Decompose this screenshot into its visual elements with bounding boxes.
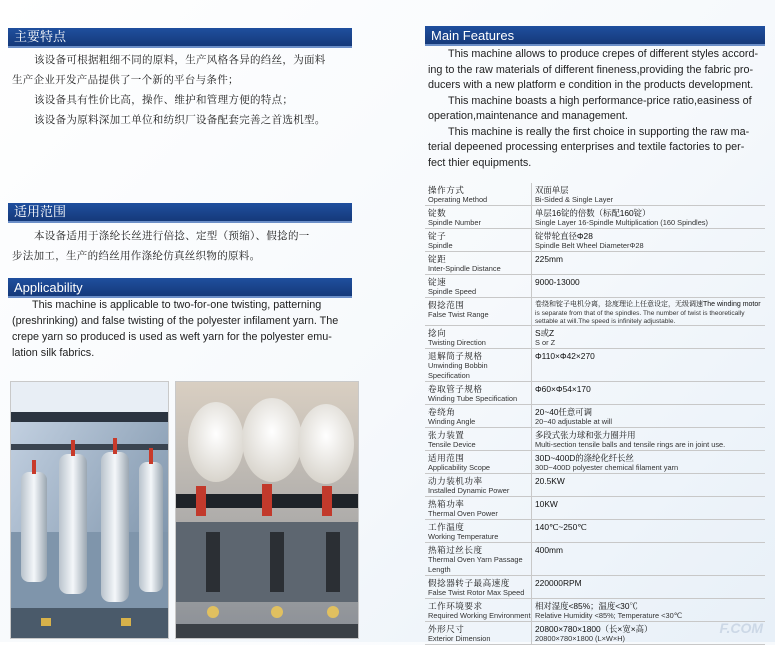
spec-key-zh: 工作环境要求 bbox=[428, 601, 483, 611]
applicability-en-line: crepe yarn so produced is used as weft yarn for the polyester emu- bbox=[12, 331, 332, 343]
spec-value-zh: S或Z bbox=[535, 328, 555, 338]
spec-key bbox=[425, 183, 532, 206]
twisting-unit-image bbox=[176, 382, 358, 638]
spec-row bbox=[425, 206, 765, 229]
spec-key-en: Thermal Oven Yarn Passage Length bbox=[428, 555, 523, 574]
spec-key-en: Applicability Scope bbox=[428, 463, 491, 472]
features-en-title: Main Features bbox=[431, 28, 515, 43]
spec-key-zh: 捻向 bbox=[428, 328, 447, 338]
spec-value-zh: 30D~400D的涤纶化纤长丝 bbox=[535, 453, 634, 463]
applicability-en-line: This machine is applicable to two-for-one twisting, patterning bbox=[32, 299, 322, 311]
spec-value bbox=[532, 428, 766, 451]
features-en-line: terial depeened processing enterprises and textile factories to per- bbox=[428, 141, 745, 153]
scope-zh-header bbox=[8, 203, 352, 223]
spec-value bbox=[532, 382, 766, 405]
spec-value bbox=[532, 497, 766, 520]
spec-key-zh: 张力装置 bbox=[428, 430, 465, 440]
scope-zh-line: 步法加工，生产的绉丝用作涤纶仿真丝织物的原料。 bbox=[12, 250, 261, 262]
spec-key-en: Spindle Speed bbox=[428, 287, 477, 296]
spec-key-en: Exterior Dimension bbox=[428, 634, 491, 643]
spec-value-zh: Φ60×Φ54×170 bbox=[535, 384, 591, 394]
spec-row bbox=[425, 349, 765, 382]
scope-zh-title: 适用范围 bbox=[14, 205, 67, 220]
spec-value-zh: 双面单层 bbox=[535, 185, 569, 195]
spec-key-en: False Twist Range bbox=[428, 310, 489, 319]
spec-key-zh: 热箱功率 bbox=[428, 499, 465, 509]
applicability-en-header bbox=[8, 278, 352, 298]
spec-value-en: Bi-Sided & Single Layer bbox=[535, 195, 614, 204]
machine-photo-right bbox=[175, 381, 359, 639]
spec-key-zh: 卷取管子规格 bbox=[428, 384, 483, 394]
spec-value-en: Spindle Belt Wheel DiameterΦ28 bbox=[535, 241, 644, 250]
spec-row bbox=[425, 520, 765, 543]
spec-key-zh: 锭距 bbox=[428, 254, 447, 264]
spec-value-zh: Φ110×Φ42×270 bbox=[535, 351, 595, 361]
spec-key bbox=[425, 497, 532, 520]
spec-key bbox=[425, 428, 532, 451]
spec-key-zh: 假捻范围 bbox=[428, 300, 465, 310]
spec-key bbox=[425, 275, 532, 298]
spec-value bbox=[532, 451, 766, 474]
spec-value bbox=[532, 474, 766, 497]
spec-key-zh: 热箱过丝长度 bbox=[428, 545, 483, 555]
scope-zh-line: 本设备适用于涤纶长丝进行倍捻、定型（预缩）、假捻的一 bbox=[34, 230, 310, 242]
spec-value-zh: 220000RPM bbox=[535, 578, 582, 588]
spec-row bbox=[425, 382, 765, 405]
features-en-line: ing to the raw materials of different fineness,providing the fabric pro- bbox=[428, 64, 754, 76]
spec-row bbox=[425, 428, 765, 451]
applicability-en-line: (preshrinking) and false twisting of the polyester infilament yarn. The bbox=[12, 315, 339, 327]
spec-value-zh: 多段式张力球和张力圈并用 bbox=[535, 430, 636, 440]
spec-key-en: Winding Angle bbox=[428, 417, 476, 426]
features-en-line: operation,maintenance and management. bbox=[428, 110, 628, 122]
spec-value bbox=[532, 229, 766, 252]
spec-row bbox=[425, 298, 765, 326]
spec-value bbox=[532, 298, 766, 326]
spec-value bbox=[532, 543, 766, 576]
spec-value bbox=[532, 599, 766, 622]
spec-value-zh: 20800×780×1800（长×宽×高） bbox=[535, 624, 653, 634]
spec-key-zh: 适用范围 bbox=[428, 453, 465, 463]
spec-key-en: Working Temperature bbox=[428, 532, 499, 541]
spec-key-en: Spindle Number bbox=[428, 218, 481, 227]
spec-key-en: Thermal Oven Power bbox=[428, 509, 498, 518]
spec-key-zh: 操作方式 bbox=[428, 185, 465, 195]
spec-value bbox=[532, 576, 766, 599]
applicability-en-line: lation silk fabrics. bbox=[12, 347, 95, 359]
spec-row bbox=[425, 543, 765, 576]
spec-key-zh: 假捻器转子最高速度 bbox=[428, 578, 510, 588]
spec-key-en: Inter-Spindle Distance bbox=[428, 264, 501, 273]
spec-key-en: Installed Dynamic Power bbox=[428, 486, 510, 495]
spec-key bbox=[425, 474, 532, 497]
features-zh-line: 该设备可根据粗细不同的原料，生产风格各异的绉丝，为面料 bbox=[34, 54, 326, 66]
spec-value-en: Multi-section tensile balls and tensile rings are in joint use. bbox=[535, 440, 726, 449]
spec-row bbox=[425, 599, 765, 622]
spec-key-en: Spindle bbox=[428, 241, 453, 250]
spec-value-en: Single Layer 16-Spindle Multiplication (160 Spindles) bbox=[535, 218, 708, 227]
spec-row bbox=[425, 405, 765, 428]
features-en-line: This machine is really the first choice in supporting the raw ma- bbox=[448, 126, 750, 138]
spec-value-zh: 225mm bbox=[535, 254, 563, 264]
spec-key-zh: 外形尺寸 bbox=[428, 624, 465, 634]
spec-key bbox=[425, 543, 532, 576]
spec-key-zh: 卷绕角 bbox=[428, 407, 456, 417]
spec-value-en: Relative Humidity <85%; Temperature <30℃ bbox=[535, 611, 683, 620]
spec-value bbox=[532, 405, 766, 428]
spec-key bbox=[425, 326, 532, 349]
spec-key-zh: 工作温度 bbox=[428, 522, 465, 532]
spec-value-zh: 400mm bbox=[535, 545, 563, 555]
spec-value-en: S or Z bbox=[535, 338, 556, 347]
spec-key-zh: 退解筒子规格 bbox=[428, 351, 483, 361]
spec-key-en: Unwinding Bobbin Specification bbox=[428, 361, 488, 380]
spec-value bbox=[532, 349, 766, 382]
spec-key-en: Tensile Device bbox=[428, 440, 476, 449]
spec-key bbox=[425, 451, 532, 474]
spec-key-en: Winding Tube Specification bbox=[428, 394, 518, 403]
spec-key bbox=[425, 229, 532, 252]
spec-row bbox=[425, 474, 765, 497]
spec-key-en: Required Working Environment bbox=[428, 611, 531, 620]
features-zh-title: 主要特点 bbox=[14, 30, 67, 45]
spec-row bbox=[425, 451, 765, 474]
spec-key-en: Twisting Direction bbox=[428, 338, 486, 347]
spec-value-zh: 20.5KW bbox=[535, 476, 565, 486]
features-en-line: This machine allows to produce crepes of different styles accord- bbox=[448, 48, 759, 60]
spec-value-zh: 10KW bbox=[535, 499, 558, 509]
spec-value-en: 20~40 adjustable at will bbox=[535, 417, 613, 426]
spec-value bbox=[532, 183, 766, 206]
spec-key bbox=[425, 405, 532, 428]
spec-value-zh: 相对湿度<85%；温度<30℃ bbox=[535, 601, 638, 611]
spec-key-en: Operating Method bbox=[428, 195, 488, 204]
spec-row bbox=[425, 326, 765, 349]
features-en-line: ducers with a new platform e condition in the products development. bbox=[428, 79, 754, 91]
spec-value-zh: 20~40任意可调 bbox=[535, 407, 593, 417]
spec-key-zh: 锭速 bbox=[428, 277, 447, 287]
features-zh-line: 生产企业开发产品提供了一个新的平台与条件； bbox=[12, 74, 239, 86]
spec-row bbox=[425, 275, 765, 298]
spec-value bbox=[532, 252, 766, 275]
spec-key bbox=[425, 599, 532, 622]
applicability-en-title: Applicability bbox=[14, 280, 83, 295]
spec-value bbox=[532, 326, 766, 349]
features-zh-header bbox=[8, 28, 352, 48]
bobbin-frame-image bbox=[11, 382, 168, 638]
spec-value-zh: 140℃~250℃ bbox=[535, 522, 587, 532]
spec-value-en: 30D~400D polyester chemical filament yarn bbox=[535, 463, 679, 472]
spec-row bbox=[425, 576, 765, 599]
spec-key bbox=[425, 576, 532, 599]
spec-value-zh: 9000-13000 bbox=[535, 277, 580, 287]
spec-key bbox=[425, 252, 532, 275]
spec-value bbox=[532, 520, 766, 543]
spec-value-zh: 单层16锭的倍数（标配160锭） bbox=[535, 208, 651, 218]
spec-value-zh: 卷绕和锭子电机分离，捻度理论上任意设定，无级调速The winding motor bbox=[535, 301, 761, 308]
spec-value-zh: 锭带轮直径Φ28 bbox=[535, 231, 593, 241]
spec-key bbox=[425, 382, 532, 405]
spec-key-zh: 动力装机功率 bbox=[428, 476, 483, 486]
spec-key bbox=[425, 298, 532, 326]
features-zh-line: 该设备具有性价比高，操作、维护和管理方便的特点； bbox=[34, 94, 294, 106]
spec-value-en: 20800×780×1800 (L×W×H) bbox=[535, 634, 625, 643]
spec-value bbox=[532, 275, 766, 298]
spec-value bbox=[532, 206, 766, 229]
spec-key-en: False Twist Rotor Max Speed bbox=[428, 588, 525, 597]
features-en-line: This machine boasts a high performance-price ratio,easiness of bbox=[448, 95, 752, 107]
spec-row bbox=[425, 497, 765, 520]
features-en-line: fect thier equipments. bbox=[428, 157, 532, 169]
spec-value-en: is separate from that of the spindles. The number of twist is theoretically settable at will.The speed is infinitely adjustable. bbox=[535, 310, 745, 325]
spec-row bbox=[425, 229, 765, 252]
spec-key bbox=[425, 520, 532, 543]
machine-photo-left bbox=[10, 381, 169, 639]
spec-key-zh: 锭数 bbox=[428, 208, 447, 218]
specifications-table bbox=[425, 183, 765, 645]
watermark: F.COM bbox=[719, 620, 763, 636]
features-en-header bbox=[425, 26, 765, 46]
spec-row bbox=[425, 252, 765, 275]
spec-row bbox=[425, 183, 765, 206]
spec-key bbox=[425, 349, 532, 382]
spec-key-zh: 锭子 bbox=[428, 231, 447, 241]
spec-row bbox=[425, 622, 765, 645]
spec-key bbox=[425, 206, 532, 229]
features-zh-line: 该设备为原料深加工单位和纺织厂设备配套完善之首选机型。 bbox=[34, 114, 326, 126]
spec-key bbox=[425, 622, 532, 645]
